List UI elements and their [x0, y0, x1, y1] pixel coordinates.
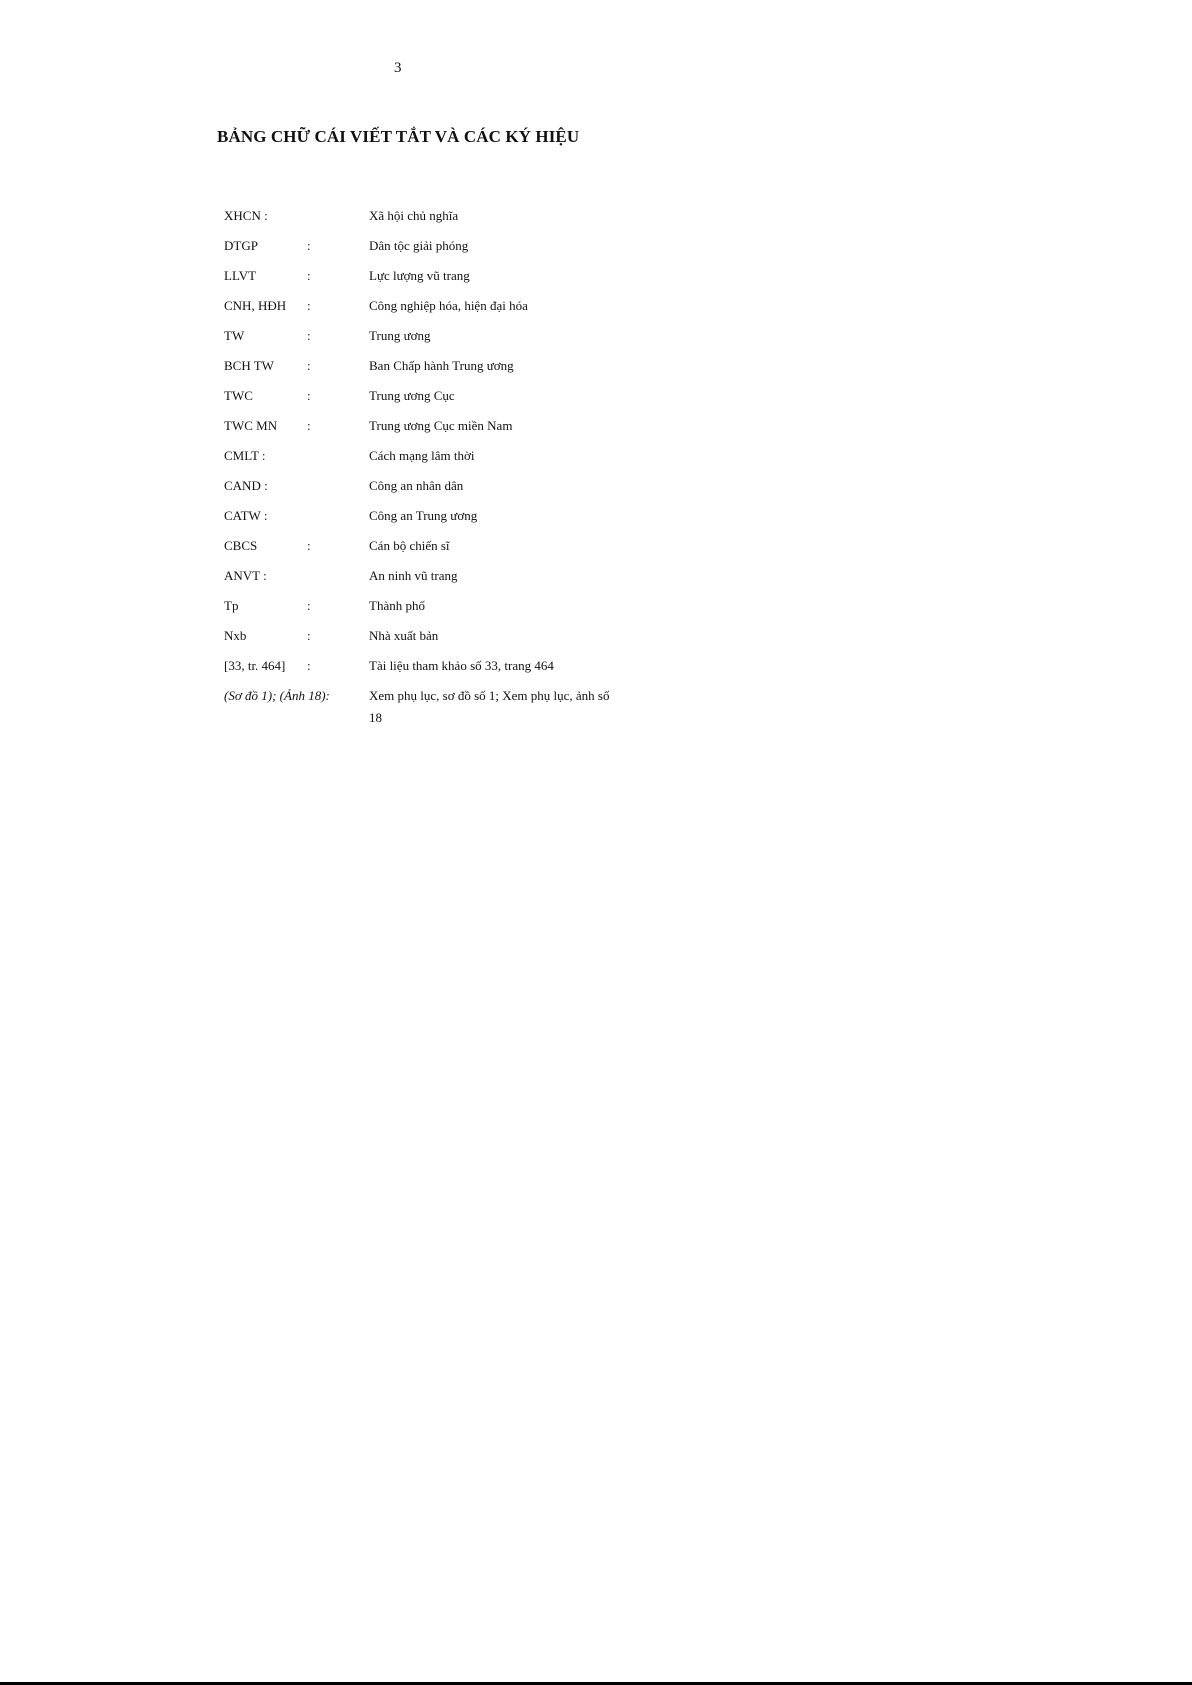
- abbreviation: TWC: [224, 388, 253, 403]
- page-title: BẢNG CHỮ CÁI VIẾT TẮT VÀ CÁC KÝ HIỆU: [217, 127, 580, 146]
- separator-colon: :: [307, 328, 311, 343]
- abbreviation: LLVT: [224, 268, 257, 283]
- separator-colon: :: [307, 418, 311, 433]
- abbreviation: TWC MN: [224, 418, 278, 433]
- abbreviation-meaning: Thành phố: [369, 598, 425, 613]
- abbreviation-meaning: Xã hội chủ nghĩa: [369, 208, 459, 223]
- separator-colon: :: [307, 538, 311, 553]
- separator-colon: :: [307, 658, 311, 673]
- abbreviation-meaning: Dân tộc giải phóng: [369, 238, 469, 253]
- abbreviation-meaning: Trung ương: [369, 328, 431, 343]
- abbreviation: CAND :: [224, 478, 268, 493]
- separator-colon: :: [307, 358, 311, 373]
- separator-colon: :: [307, 628, 311, 643]
- abbreviation: Nxb: [224, 628, 247, 643]
- abbreviation-meaning: Lực lượng vũ trang: [369, 268, 470, 283]
- abbreviation: CNH, HĐH: [224, 298, 287, 313]
- separator-colon: :: [307, 298, 311, 313]
- abbreviation-meaning: An ninh vũ trang: [369, 568, 458, 583]
- abbreviation: CBCS: [224, 538, 258, 553]
- abbreviation-meaning: Xem phụ lục, sơ đồ số 1; Xem phụ lục, ảnh số: [369, 688, 610, 703]
- abbreviation-meaning: Trung ương Cục: [369, 388, 455, 403]
- abbreviation: ANVT :: [224, 568, 267, 583]
- abbreviation-meaning: Công an nhân dân: [369, 478, 464, 493]
- abbreviation-meaning-continued: 18: [369, 710, 382, 725]
- separator-colon: :: [307, 238, 311, 253]
- abbreviation: (Sơ đồ 1); (Ảnh 18):: [224, 688, 330, 703]
- abbreviation-meaning: Cách mạng lâm thời: [369, 448, 475, 463]
- abbreviation: [33, tr. 464]: [224, 658, 286, 673]
- abbreviation: TW: [224, 328, 245, 343]
- abbreviation-meaning: Nhà xuất bản: [369, 628, 439, 643]
- abbreviation-meaning: Trung ương Cục miền Nam: [369, 418, 513, 433]
- abbreviation-meaning: Ban Chấp hành Trung ương: [369, 358, 514, 373]
- abbreviation: CMLT :: [224, 448, 266, 463]
- abbreviation: DTGP: [224, 238, 258, 253]
- abbreviation-meaning: Công nghiệp hóa, hiện đại hóa: [369, 298, 528, 313]
- abbreviation: BCH TW: [224, 358, 274, 373]
- abbreviation: CATW :: [224, 508, 268, 523]
- separator-colon: :: [307, 388, 311, 403]
- separator-colon: :: [307, 268, 311, 283]
- abbreviation-meaning: Tài liệu tham khảo số 33, trang 464: [369, 658, 554, 673]
- abbreviation-meaning: Công an Trung ương: [369, 508, 478, 523]
- abbreviation: Tp: [224, 598, 239, 613]
- abbreviation: XHCN :: [224, 208, 268, 223]
- abbreviation-meaning: Cán bộ chiến sĩ: [369, 538, 450, 553]
- page-number: 3: [394, 60, 402, 76]
- separator-colon: :: [307, 598, 311, 613]
